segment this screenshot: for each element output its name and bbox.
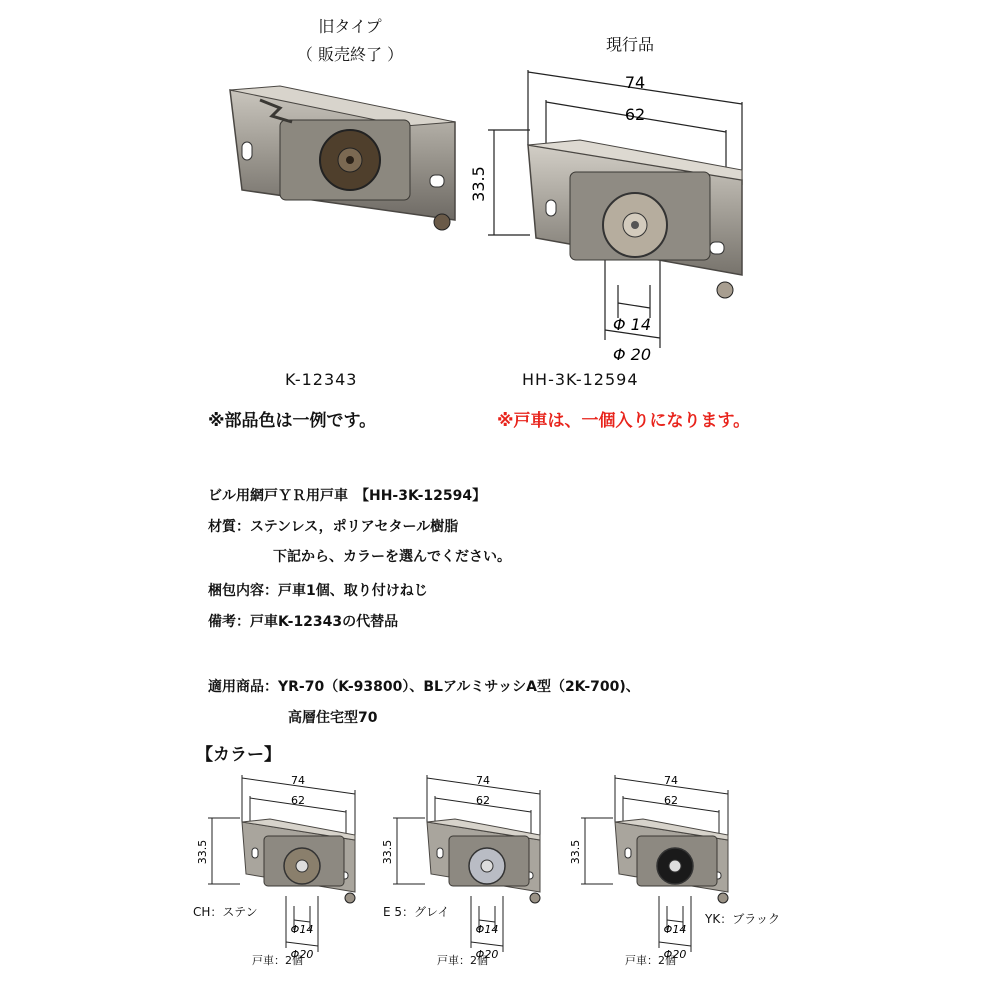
color-variant-quantity: 戸車：2個 — [625, 954, 676, 967]
dim-phi20: Φ 20 — [612, 345, 652, 364]
color-variant-label: CH：ステン — [193, 905, 258, 919]
color-variant — [381, 770, 555, 964]
info-remark: 備考：戸車K-12343の代替品 — [208, 614, 399, 630]
dim-phi14: Φ 14 — [612, 315, 652, 334]
info-product-line: ビル用網戸ＹＲ用戸車 【HH-3K-12594】 — [208, 488, 487, 504]
dim-33-5: 33.5 — [196, 839, 209, 865]
dim-phi14: Φ14 — [290, 923, 314, 936]
color-variant — [196, 770, 370, 964]
dim-62: 62 — [624, 105, 646, 124]
color-variant-quantity: 戸車：2個 — [252, 954, 303, 967]
color-heading: 【カラー】 — [196, 745, 281, 765]
old-type-title: 旧タイプ — [318, 17, 382, 36]
dim-33-5: 33.5 — [381, 839, 394, 865]
dim-33-5: 33.5 — [469, 166, 488, 202]
color-variant — [569, 770, 743, 964]
color-variant-label: E 5：グレイ — [383, 905, 450, 919]
dim-62: 62 — [476, 794, 490, 807]
info-color-choose: 下記から、カラーを選んでください。 — [273, 549, 511, 565]
current-model-number: HH-3K-12594 — [522, 370, 639, 389]
info-applicable-1: 適用商品：YR-70（K-93800）、BLアルミサッシA型（2K-700)、 — [208, 679, 640, 695]
color-variant-quantity: 戸車：2個 — [437, 954, 488, 967]
dim-74: 74 — [624, 73, 646, 92]
info-applicable-2: 高層住宅型70 — [288, 710, 378, 726]
color-variant-label: YK：ブラック — [705, 912, 780, 926]
dim-62: 62 — [291, 794, 305, 807]
current-roller-diagram — [470, 60, 760, 370]
info-package: 梱包内容：戸車1個、取り付けねじ — [208, 583, 428, 599]
note-single-wheel: ※戸車は、一個入りになります。 — [497, 411, 751, 431]
dim-74: 74 — [476, 774, 490, 787]
dim-33-5: 33.5 — [569, 839, 582, 865]
note-color-example: ※部品色は一例です。 — [208, 411, 377, 431]
dim-62: 62 — [664, 794, 678, 807]
dim-phi20: Φ20 — [475, 948, 499, 961]
old-type-discontinued: （ 販売終了 ） — [296, 45, 404, 64]
info-material: 材質：ステンレス，ポリアセタール樹脂 — [208, 519, 459, 535]
old-model-number: K-12343 — [285, 370, 358, 389]
dim-phi20: Φ20 — [290, 948, 314, 961]
current-title: 現行品 — [605, 35, 654, 54]
dim-phi20: Φ20 — [663, 948, 687, 961]
dim-phi14: Φ14 — [475, 923, 499, 936]
dim-74: 74 — [664, 774, 678, 787]
old-roller-image — [220, 80, 470, 240]
dim-phi14: Φ14 — [663, 923, 687, 936]
dim-74: 74 — [291, 774, 305, 787]
